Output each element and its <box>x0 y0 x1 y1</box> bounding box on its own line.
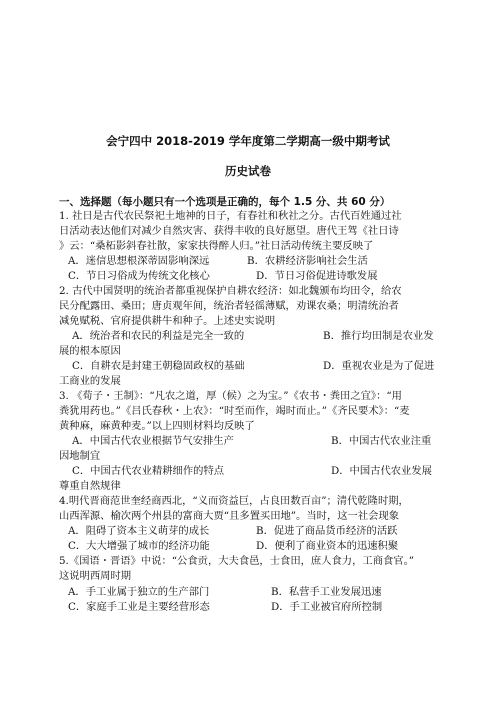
question-2-stem-line: 民分配露田、桑田；唐贞观年间，统治者轻徭薄赋，劝课农桑；明清统治者 <box>59 300 399 312</box>
question-5-option-c: C．家庭手工业是主要经营形态 <box>68 601 210 613</box>
question-4-option-d: D．便利了商业资本的迅速积聚 <box>256 540 399 552</box>
question-3-option-b: B．中国古代农业注重 <box>331 435 432 447</box>
question-1-stem-line: 日活动表达他们对减少自然灾害、获得丰收的良好愿望。唐代王驾《社日诗 <box>59 225 399 237</box>
question-5-option-a: A．手工业属于独立的生产部门 <box>68 586 210 598</box>
question-5-stem-line: 这说明西周时期 <box>59 570 132 582</box>
question-3-option-b-cont: 因地制宜 <box>59 450 101 462</box>
question-2-stem-line: 2. 古代中国贤明的统治者都重视保护自耕农经济：如北魏颁布均田令，给农 <box>59 285 402 297</box>
question-2-option-b-cont: 展的根本原因 <box>59 345 121 357</box>
question-4-stem-line: 山西浑源、榆次两个州县的富商大贾“且多置买田地”。当时，这一社会现象 <box>59 510 400 522</box>
question-2-option-a: A．统治者和农民的利益是完全一致的 <box>72 330 245 342</box>
question-3-stem-line: 黄种麻，麻黄种麦。”以上四则材料均反映了 <box>59 420 255 432</box>
question-5-option-b: B．私营手工业发展迅速 <box>271 586 382 598</box>
question-4-stem-line: 4.明代晋商范世奎经商西北，“义而资益巨，占良田数百亩”；清代乾隆时期， <box>59 495 409 507</box>
question-1-option-b: B．农耕经济影响社会生活 <box>247 255 368 267</box>
question-3-option-d-cont: 尊重自然规律 <box>59 480 121 492</box>
question-3-stem-line: 粪犹用药也。”《吕氏春秋・上农》：“时至而作，竭时而止。”《齐民要术》：“麦 <box>59 405 410 417</box>
question-1-option-a: A．迷信思想根深蒂固影响深远 <box>68 255 210 267</box>
question-5-stem-line: 5.《国语・晋语》中说：“公食贡，大夫食邑，士食田，庶人食力，工商食官。” <box>59 555 414 567</box>
question-3-option-a: A．中国古代农业根据节气安排生产 <box>72 435 234 447</box>
question-2-option-d-cont: 工商业的发展 <box>59 375 121 387</box>
question-1-stem-line: 1. 社日是古代农民祭祀土地神的日子，有春社和秋社之分。古代百姓通过社 <box>59 210 402 222</box>
exam-title: 会宁四中 2018-2019 学年度第二学期高一级中期考试 <box>106 134 390 148</box>
question-1-option-d: D．节日习俗促进诗歌发展 <box>256 270 378 282</box>
question-2-option-b: B．推行均田制是农业发 <box>323 330 434 342</box>
question-1-option-c: C．节日习俗成为传统文化核心 <box>68 270 210 282</box>
question-3-stem-line: 3. 《荀子・王制》：“凡农之道，厚（候）之为宝。”《农书・粪田之宜》：“用 <box>59 390 402 402</box>
question-3-option-c: C．中国古代农业精耕细作的特点 <box>72 465 225 477</box>
question-3-option-d: D．中国古代农业发展 <box>331 465 432 477</box>
question-2-option-c: C．自耕农是封建王朝稳固政权的基础 <box>72 360 245 372</box>
subject-title: 历史试卷 <box>225 164 271 178</box>
question-5-option-d: D．手工业被官府所控制 <box>271 601 383 613</box>
question-2-stem-line: 减免赋税、官府提供耕牛和种子。上述史实说明 <box>59 315 276 327</box>
question-2-option-d: D．重视农业是为了促进 <box>323 360 435 372</box>
section-heading: 一、选择题（每小题只有一个选项是正确的，每个 1.5 分、共 60 分） <box>59 196 391 208</box>
question-4-option-b: B．促进了商品货币经济的活跃 <box>256 525 398 537</box>
question-1-stem-line: 》云：“桑柘影斜春社散，家家扶得醉人归。”社日活动传统主要反映了 <box>59 240 374 252</box>
question-4-option-c: C．大大增强了城市的经济功能 <box>68 540 210 552</box>
question-4-option-a: A．阻碍了资本主义萌芽的成长 <box>68 525 210 537</box>
